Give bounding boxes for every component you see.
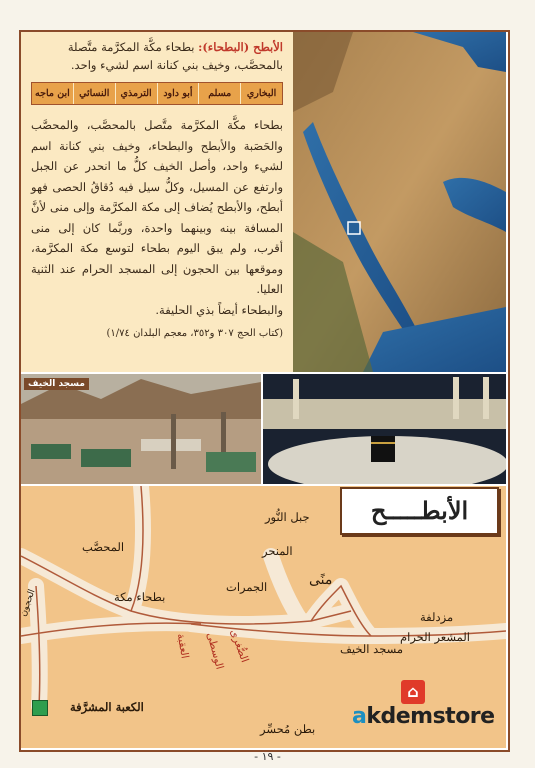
hadith-sources-table (31, 82, 283, 105)
source-abu-dawud: أبو داود (157, 83, 199, 104)
label-aqaba: العقبة (174, 632, 191, 660)
relief-map-image (293, 32, 506, 372)
map-title: الأبطـــــح (340, 487, 499, 535)
intro-paragraph (31, 38, 283, 74)
label-jamarat: الجمرات (226, 580, 268, 594)
label-jabal-nour: جبل النُّور (265, 510, 310, 524)
label-sughra: الصُّغرى (227, 627, 251, 665)
source-tirmidhi: الترمذي (115, 83, 157, 104)
store-logo-icon: ⌂ (401, 680, 425, 704)
khaif-mosque-photo (21, 374, 261, 484)
reference-note: (كتاب الحج ٣٠٧ و٣٥٢، معجم البلدان ١/٧٤) (106, 328, 283, 339)
watermark-logo (352, 704, 495, 729)
body-paragraph: والبطحاء أيضاً بذي الحليفة. (155, 302, 283, 317)
watermark-brand-a: a (352, 704, 367, 729)
source-ibn-majah: ابن ماجه (32, 83, 73, 104)
text-panel (21, 32, 293, 372)
intro-text: بطحاء مكَّة المكرَّمة متَّصلة بالمحصَّب، وخيف بني كنانة اسم لشيء واحد. (67, 40, 283, 72)
source-bukhari: البخاري (240, 83, 282, 104)
page-number: - ١٩ - (254, 750, 281, 763)
source-muslim: مسلم (198, 83, 240, 104)
label-kaaba: الكعبة المشرَّفة (70, 700, 144, 714)
label-batha: بطحاء مكة (114, 590, 166, 604)
label-munhar: المنحر (262, 544, 293, 558)
haram-kaaba-photo (263, 374, 506, 484)
label-wusta: الوسطى (204, 631, 226, 671)
source-nasai: النسائي (73, 83, 115, 104)
kaaba-marker (32, 700, 48, 716)
watermark-brand-rest: kdemstore (366, 704, 495, 729)
label-mina: منًى (309, 572, 333, 588)
label-khaif-mosque: مسجد الخيف (340, 642, 404, 656)
label-muhassir: بطن مُحسِّر (260, 722, 316, 736)
label-mashar: المشعر الحرام (400, 630, 470, 644)
label-muhassab: المحصَّب (82, 540, 125, 554)
body-paragraph: بطحاء مكَّة المكرَّمة متَّصل بالمحصَّب، والمحصَّب والحَصَبة والأبطح والبطحاء، وخيف بني كنانة اسم لشيء واحد، وأصل الخيف كلُّ ما انحدر عن الجبل وارتفع عن المسيل، وكلُّ سيل فيه دُقاقُ الحصى فهو أبطح، والأبطح يُضاف إلى مكة المكرَّمة وإلى منى لأنَّ المسافة بينه وبينهما واحدة، وربَّما كان إلى منى أقرب، ولم يبق اليوم بطحاء لتوسع مكة المكرَّمة، وموقعها بين الحجون إلى المسجد الحرام عند الثنية العليا. (31, 118, 283, 296)
body-text (31, 115, 283, 320)
label-hajun: الحجون (18, 588, 38, 618)
photo-caption: مسجد الخيف (24, 378, 89, 390)
intro-heading: الأبطح (البطحاء): (198, 40, 283, 54)
label-muzdalifa: مزدلفة (420, 610, 454, 624)
